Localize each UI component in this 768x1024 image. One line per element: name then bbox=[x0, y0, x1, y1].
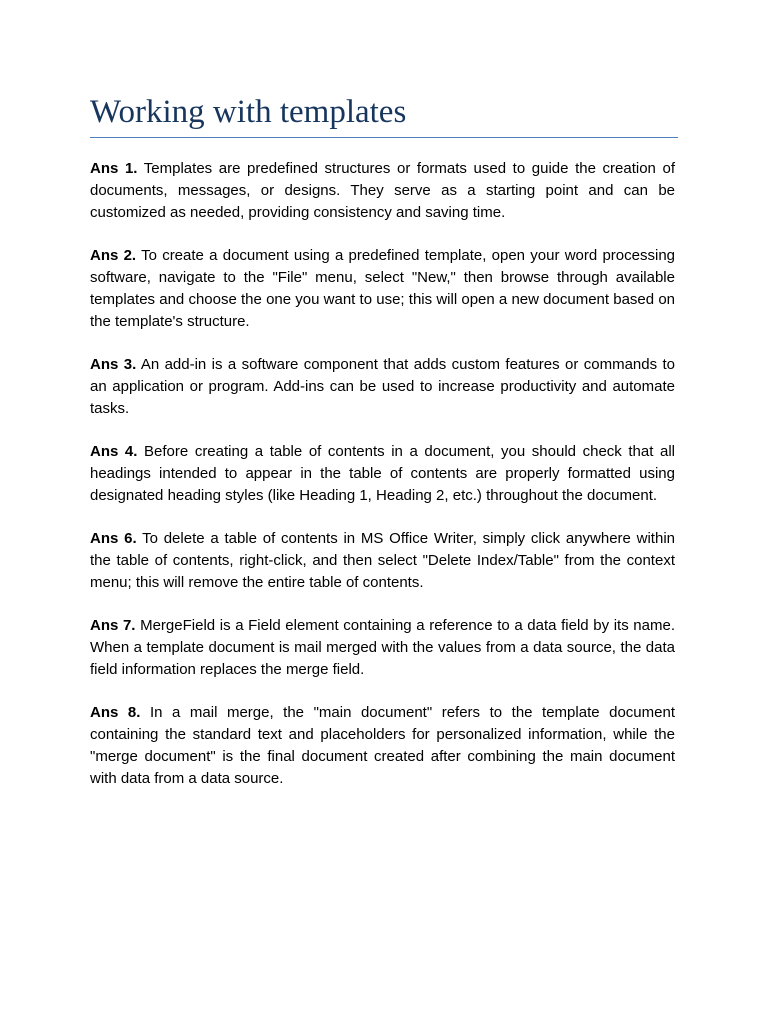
answer-7-label: Ans 7. bbox=[90, 617, 136, 634]
page-title: Working with templates bbox=[90, 94, 407, 130]
answer-4-text: Before creating a table of contents in a document, you should check that all headings intended to appear in the table of contents are properly formatted using designated heading styles (like Heading 1, Heading 2, etc.) throughout the document. bbox=[90, 443, 675, 504]
answer-8-text: In a mail merge, the "main document" refers to the template document containing the standard text and placeholders for personalized information, while the "merge document" is the final document created after combining the main document with data from a data source. bbox=[90, 704, 675, 787]
answer-3-text: An add-in is a software component that adds custom features or commands to an application or program. Add-ins can be used to increase productivity and automate tasks. bbox=[90, 356, 676, 417]
answer-4 bbox=[90, 441, 675, 507]
answer-2 bbox=[90, 245, 675, 333]
answer-8 bbox=[90, 702, 675, 790]
answer-1-label: Ans 1. bbox=[90, 160, 138, 177]
answer-6 bbox=[90, 528, 675, 594]
answer-8-label: Ans 8. bbox=[90, 704, 141, 721]
answer-3 bbox=[90, 354, 675, 420]
answer-4-label: Ans 4. bbox=[90, 443, 138, 460]
title-underline bbox=[90, 137, 678, 138]
answer-7 bbox=[90, 615, 675, 681]
answer-1 bbox=[90, 158, 675, 224]
answer-2-label: Ans 2. bbox=[90, 247, 137, 264]
answer-6-text: To delete a table of contents in MS Office Writer, simply click anywhere within the table of contents, right-click, and then select "Delete Index/Table" from the context menu; this will remove the entire table of contents. bbox=[90, 530, 675, 591]
answer-7-text: MergeField is a Field element containing a reference to a data field by its name. When a template document is mail merged with the values from a data source, the data field information replaces the merge field. bbox=[90, 617, 676, 678]
answer-2-text: To create a document using a predefined template, open your word processing software, navigate to the "File" menu, select "New," then browse through available templates and choose the one you want to use; this will open a new document based on the template's structure. bbox=[90, 247, 676, 330]
answer-6-label: Ans 6. bbox=[90, 530, 137, 547]
answers-list bbox=[90, 158, 675, 811]
answer-1-text: Templates are predefined structures or formats used to guide the creation of documents, messages, or designs. They serve as a starting point and can be customized as needed, providing consistency and saving time. bbox=[90, 160, 675, 221]
answer-3-label: Ans 3. bbox=[90, 356, 137, 373]
